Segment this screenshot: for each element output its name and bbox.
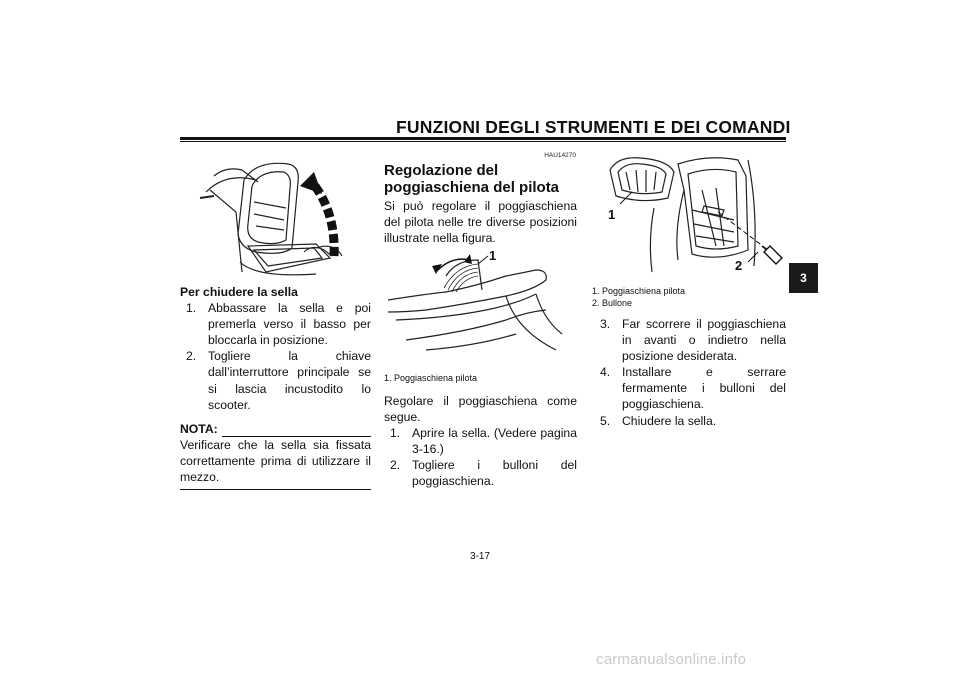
backrest-adjust-illustration xyxy=(386,250,576,368)
left-step-2 xyxy=(180,348,371,412)
step-text: Chiudere la sella. xyxy=(622,413,717,428)
note-rule xyxy=(222,424,371,437)
note-header xyxy=(180,421,371,437)
middle-step-1 xyxy=(384,425,577,457)
middle-top xyxy=(384,162,577,246)
step-number: 5. xyxy=(600,413,611,428)
figure-label-1: 1 xyxy=(489,248,497,263)
step-text: Abbassare la sella e poi premerla verso il basso per bloccarla in posizione. xyxy=(208,301,371,348)
page-number: 3-17 xyxy=(469,551,490,562)
figure-label-1: 1 xyxy=(608,207,616,222)
middle-text: Regolare il poggiaschiena come segue. xyxy=(384,394,577,425)
header-rule-thin xyxy=(180,141,786,142)
note-text: Verificare che la sella sia fissata correttamente prima di utilizzare il mezzo. xyxy=(180,437,371,485)
middle-bottom xyxy=(384,393,577,490)
section-title: Regolazione del poggiaschiena del pilota xyxy=(384,162,560,196)
step-text: Installare e serrare fermamente i bulloni del poggiaschiena. xyxy=(622,365,786,412)
middle-figure-caption: 1. Poggiaschiena pilota xyxy=(384,373,478,383)
backrest-bolt-illustration xyxy=(598,150,788,278)
step-number: 2. xyxy=(390,458,401,473)
section-code: HAU14270 xyxy=(544,152,576,159)
left-step-1 xyxy=(180,300,371,348)
right-step-5 xyxy=(592,413,786,429)
caption-2: 2. Bullone xyxy=(592,297,633,308)
step-text: Togliere la chiave dall’interruttore principale se si lascia incustodito lo scooter. xyxy=(208,349,371,412)
note-label: NOTA: xyxy=(180,421,218,436)
header-rule-thick xyxy=(180,137,786,140)
figure-label-2: 2 xyxy=(735,258,743,273)
note-end-rule xyxy=(180,489,371,490)
right-step-4 xyxy=(592,364,786,412)
page-header-title: FUNZIONI DEGLI STRUMENTI E DEI COMANDI xyxy=(396,117,791,137)
step-number: 3. xyxy=(600,317,611,331)
right-figure-captions xyxy=(592,286,786,309)
seat-closing-illustration xyxy=(196,152,361,280)
watermark[interactable]: carmanualsonline.info xyxy=(596,651,747,668)
step-text: Far scorrere il poggiaschiena in avanti o indietro nella posizione desiderata. xyxy=(622,317,786,364)
left-heading: Per chiudere la sella xyxy=(180,285,298,299)
left-column xyxy=(180,284,371,490)
right-step-3 xyxy=(592,316,786,364)
right-column xyxy=(592,316,786,429)
step-number: 1. xyxy=(186,301,197,316)
step-number: 4. xyxy=(600,365,611,380)
section-intro: Si può regolare il poggiaschiena del pilota nelle tre diverse posizioni illustrate nella figura. xyxy=(384,199,577,246)
middle-step-2 xyxy=(384,457,577,489)
step-number: 2. xyxy=(186,349,197,364)
caption-1: 1. Poggiaschiena pilota xyxy=(592,286,686,296)
step-number: 1. xyxy=(390,426,401,441)
step-text: Aprire la sella. (Vedere pagina 3-16.) xyxy=(412,426,577,457)
step-text: Togliere i bulloni del poggiaschiena. xyxy=(412,458,577,489)
chapter-tab[interactable]: 3 xyxy=(789,263,818,293)
